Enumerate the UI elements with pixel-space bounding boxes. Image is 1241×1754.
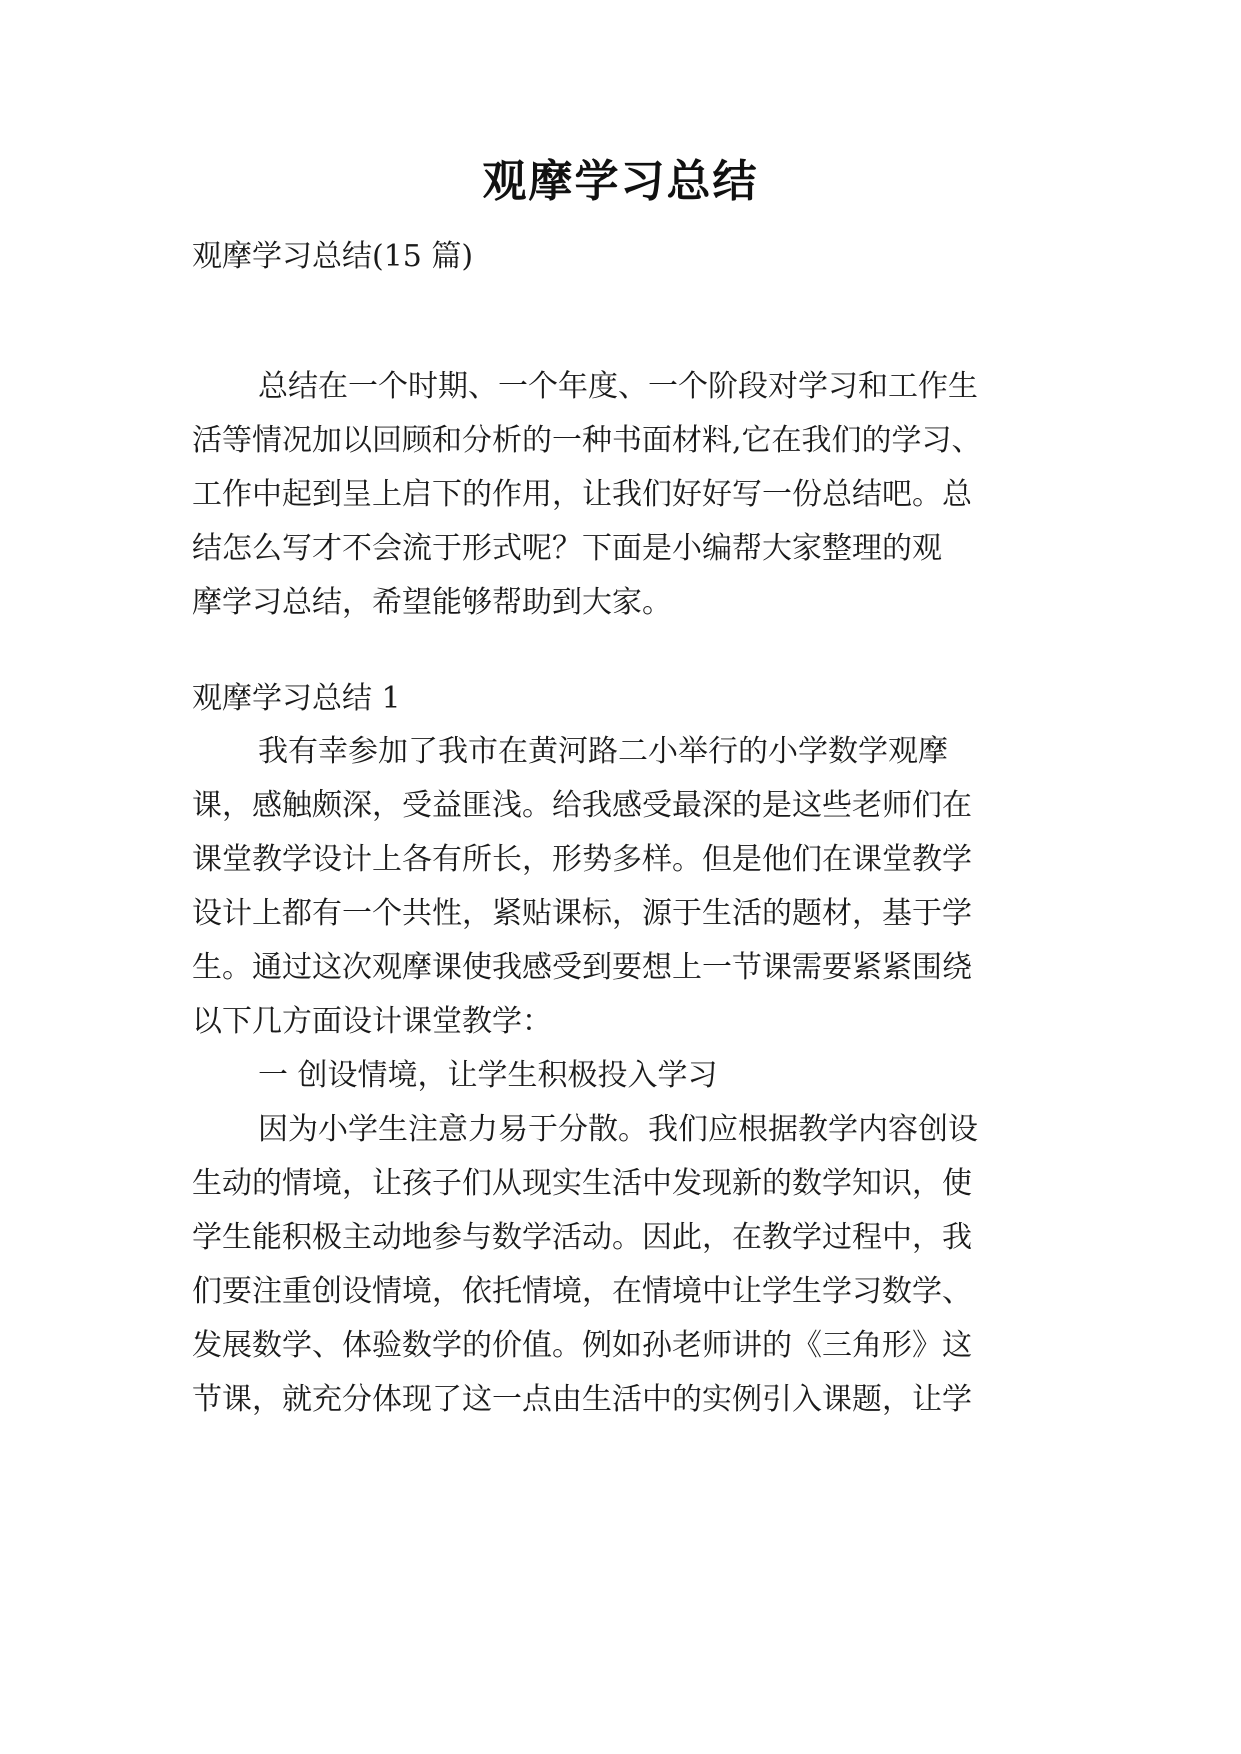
intro-line: 摩学习总结，希望能够帮助到大家。 (192, 585, 672, 620)
paragraph-line: 生。通过这次观摩课使我感受到要想上一节课需要紧紧围绕 (192, 950, 972, 985)
paragraph-line: 因为小学生注意力易于分散。我们应根据教学内容创设 (258, 1112, 978, 1147)
paragraph-line: 生动的情境，让孩子们从现实生活中发现新的数学知识，使 (192, 1166, 972, 1201)
paragraph-line: 发展数学、体验数学的价值。例如孙老师讲的《三角形》这 (192, 1328, 972, 1363)
paragraph-line: 以下几方面设计课堂教学： (192, 1004, 552, 1039)
paragraph-line: 课，感触颇深，受益匪浅。给我感受最深的是这些老师们在 (192, 788, 972, 823)
document-title: 观摩学习总结 (482, 156, 759, 207)
paragraph-line: 课堂教学设计上各有所长，形势多样。但是他们在课堂教学 (192, 842, 972, 877)
document-subtitle: 观摩学习总结(15 篇) (192, 239, 474, 274)
paragraph-line: 们要注重创设情境，依托情境，在情境中让学生学习数学、 (192, 1274, 972, 1309)
subheading: 一 创设情境，让学生积极投入学习 (258, 1058, 718, 1093)
intro-line: 结怎么写才不会流于形式呢？下面是小编帮大家整理的观 (192, 531, 942, 566)
paragraph-line: 节课，就充分体现了这一点由生活中的实例引入课题，让学 (192, 1382, 972, 1417)
section-heading: 观摩学习总结 1 (192, 681, 401, 716)
intro-line: 总结在一个时期、一个年度、一个阶段对学习和工作生 (258, 369, 978, 404)
paragraph-line: 设计上都有一个共性，紧贴课标，源于生活的题材，基于学 (192, 896, 972, 931)
paragraph-line: 我有幸参加了我市在黄河路二小举行的小学数学观摩 (258, 734, 948, 769)
paragraph-line: 学生能积极主动地参与数学活动。因此，在教学过程中，我 (192, 1220, 972, 1255)
intro-line: 工作中起到呈上启下的作用，让我们好好写一份总结吧。总 (192, 477, 972, 512)
intro-line: 活等情况加以回顾和分析的一种书面材料,它在我们的学习、 (192, 423, 982, 458)
